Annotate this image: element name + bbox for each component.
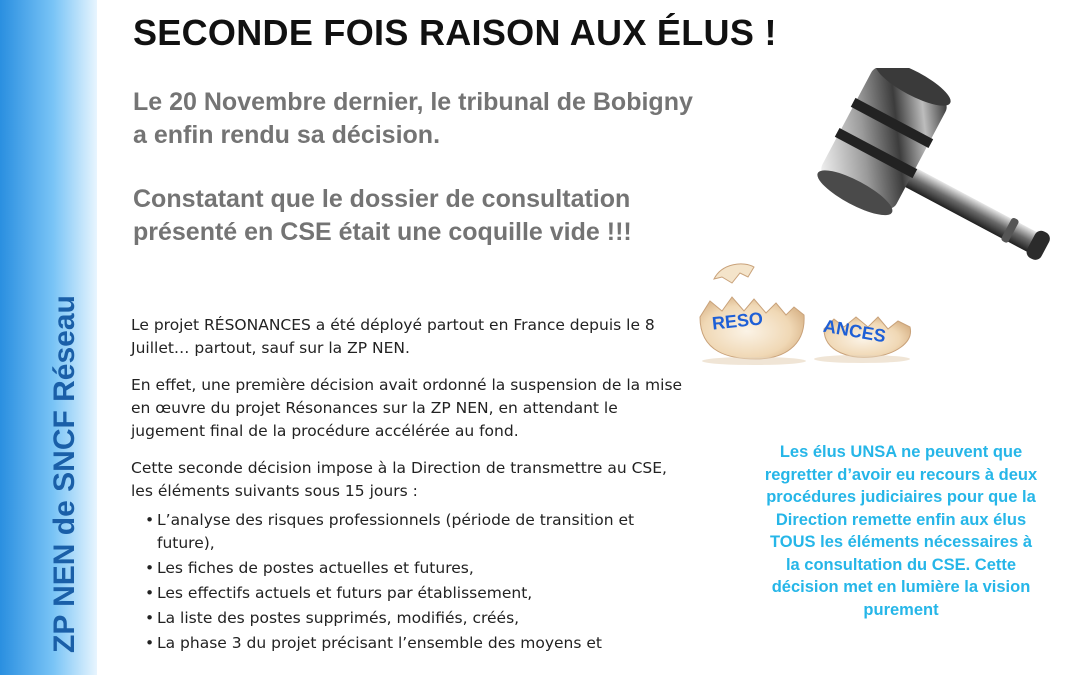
egg-label-left: RESO — [711, 308, 764, 334]
bullet-list — [131, 509, 691, 655]
list-item: • Les fiches de postes actuelles et futures, — [145, 557, 691, 580]
body-section — [131, 314, 691, 657]
intro-paragraph: Constatant que le dossier de consultation présenté en CSE était une coquille vide !!! — [133, 185, 632, 246]
callout-text: Les élus UNSA ne peuvent que regretter d’avoir eu recours à deux procédures judiciaires pour que la Direction remette enfin aux élus TOUS les éléments nécessaires à la consultation du CSE. Cette décision met en lumière la vision purement — [764, 443, 1038, 619]
egg-label-right: ANCES — [821, 315, 888, 347]
sidebar-band — [0, 0, 97, 675]
intro-paragraph: Le 20 Novembre dernier, le tribunal de Bobigny a enfin rendu sa décision. — [133, 88, 693, 149]
body-paragraph: En effet, une première décision avait ordonné la suspension de la mise en œuvre du projet Résonances sur la ZP NEN, en attendant le jugement final de la procédure accélérée au fond. — [131, 376, 683, 440]
gavel-icon — [764, 68, 1064, 268]
sidebar-label: ZP NEN de SNCF Réseau — [48, 295, 81, 653]
body-paragraph: Cette seconde décision impose à la Direction de transmettre au CSE, les éléments suivants sous 15 jours : — [131, 459, 667, 500]
list-item: • L’analyse des risques professionnels (période de transition et future), — [145, 509, 691, 555]
cracked-egg-icon — [692, 255, 922, 365]
list-item: • Les effectifs actuels et futurs par établissement, — [145, 582, 691, 605]
list-item: • La phase 3 du projet précisant l’ensemble des moyens et — [145, 632, 691, 655]
body-paragraph: Le projet RÉSONANCES a été déployé partout en France depuis le 8 Juillet… partout, sauf sur la ZP NEN. — [131, 316, 655, 357]
page-title: SECONDE FOIS RAISON AUX ÉLUS ! — [133, 12, 777, 53]
list-item: • La liste des postes supprimés, modifiés, créés, — [145, 607, 691, 630]
